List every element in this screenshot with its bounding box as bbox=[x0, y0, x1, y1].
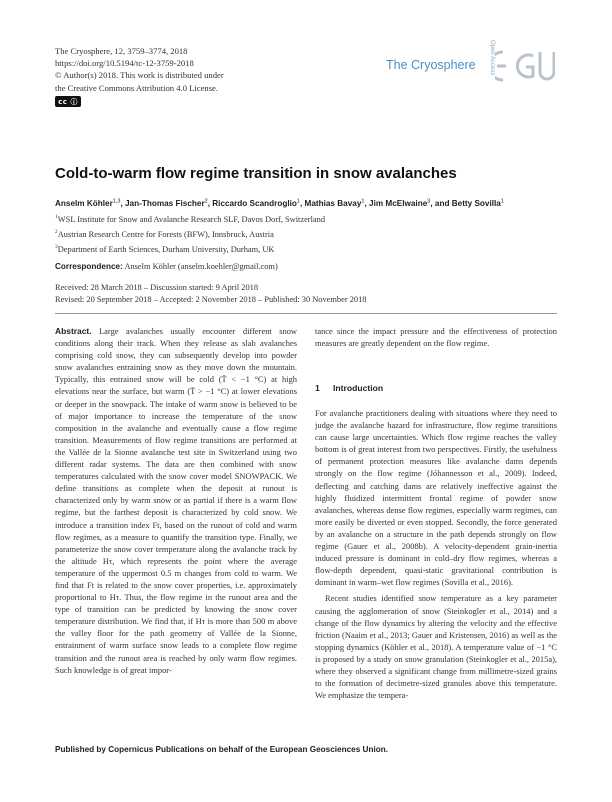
dates-line-1: Received: 28 March 2018 – Discussion started: 9 April 2018 bbox=[55, 283, 259, 292]
publisher-footer: Published by Copernicus Publications on behalf of the European Geosciences Union. bbox=[55, 745, 389, 754]
cc-badge-text: cc ⓘ bbox=[58, 97, 78, 106]
author: Anselm Köhler$^{1,3}$, bbox=[55, 198, 125, 208]
cc-license-icon bbox=[55, 96, 81, 107]
introduction-body bbox=[315, 407, 557, 701]
author: and Betty Sovilla$^1$ bbox=[434, 198, 504, 208]
author: Jan-Thomas Fischer$^2$, bbox=[125, 198, 213, 208]
author: Mathias Bavay$^1$, bbox=[304, 198, 370, 208]
journal-logo: The Cryosphere bbox=[386, 58, 476, 72]
correspondence-text[interactable]: Anselm Köhler (anselm.koehler@gmail.com) bbox=[124, 262, 278, 271]
publication-dates bbox=[55, 282, 366, 306]
paragraph: For avalanche practitioners dealing with situations where they need to judge the avalanche hazard for infrastructure, flow regime transitions can cause large uncertainties. Which flow regime reaches the valley bottom is of great interest from two perspectives. Firstly, the usefulness of permanent protection measures like avalanche dams depends strongly on the flow regime (Jóhannesson et al., 2009). Indeed, deflecting and catching dams are relatively ineffective against the highly fluidized intermittent frontal regime of powder snow avalanches, whereas dense flow regimes, especially warm regimes, can more easily be diverted or even stopped. Secondly, the force generated by an avalanche on a structure in the path depends strongly on flow regime (Gauer et al., 2008b). A velocity-dependent grain-inertia induced pressure is dominant in cold–dry flow regimes, whereas a flow-depth dependent, quasi-static gravitational contribution is dominant in warm–wet flow regimes (Sovilla et al., 2016). bbox=[315, 408, 557, 588]
open-access-text: Open Access bbox=[489, 40, 495, 76]
abstract-continuation: tance since the impact pressure and the effectiveness of protection measures are greatly dependent on the flow regime. bbox=[315, 326, 557, 349]
doi-link[interactable]: https://doi.org/10.5194/tc-12-3759-2018 bbox=[55, 58, 194, 69]
correspondence-label: Correspondence: bbox=[55, 262, 123, 271]
affiliation: $^2$Austrian Research Centre for Forests (BFW), Innsbruck, Austria bbox=[55, 229, 274, 239]
egu-logo-icon bbox=[495, 48, 555, 84]
affiliations bbox=[55, 211, 325, 256]
dates-line-2: Revised: 20 September 2018 – Accepted: 2 November 2018 – Published: 30 November 2018 bbox=[55, 295, 367, 305]
affiliation: $^1$WSL Institute for Snow and Avalanche Research SLF, Davos Dorf, Switzerland bbox=[55, 214, 326, 224]
correspondence bbox=[55, 262, 278, 271]
author: Riccardo Scandroglio$^1$, bbox=[212, 198, 305, 208]
copyright-line-2: the Creative Commons Attribution 4.0 License. bbox=[55, 82, 219, 93]
copyright-line-1: © Author(s) 2018. This work is distributed under bbox=[55, 70, 224, 81]
section-title: Introduction bbox=[333, 383, 384, 393]
abstract-label: Abstract. bbox=[55, 326, 92, 336]
citation: The Cryosphere, 12, 3759–3774, 2018 bbox=[55, 46, 188, 56]
affiliation: $^3$Department of Earth Sciences, Durham University, Durham, UK bbox=[55, 244, 275, 254]
header-meta bbox=[55, 45, 295, 94]
paper-title: Cold-to-warm flow regime transition in snow avalanches bbox=[55, 165, 457, 182]
abstract-text: Large avalanches usually encounter different snow conditions along their track. When they release as slab avalanches comprising cold snow, they can subsequently develop into powder snow avalanches entraining snow as they move down the mountain. Typically, this entrained snow will be cold (T̄ < −1 °C) at high elevations near the surface, but warm (T̄ > −1 °C) at lower elevations or deeper in the snowpack. The intake of warm snow is believed to be of major importance to increase the temperature of the snow composition in the avalanche and eventually cause a flow regime transition. Measurements of flow regime transitions are performed at the Vallée de la Sionne avalanche test site in Switzerland using two different radar systems. The data are then combined with snow temperatures calculated with the snow cover model SNOWPACK. We define transitions as complete when the deposit at runout is characterized only by warm snow or as partial if there is a warm flow regime, but the farthest deposit is characterized by cold snow. We introduce a transition index Ft, based on the runout of cold and warm flow regimes, as a measure to quantify the transition type. Finally, we parameterize the snow cover temperature along the avalanche track by the altitude Hτ, which represents the point where the average temperature of the uppermost 0.5 m changes from cold to warm. We find that Ft is related to the snow cover properties, i.e. approximately proportional to Hτ. Thus, the flow regime in the runout area and the type of transition can be predicted by knowing the snow cover temperature distribution. We find that, if Hτ is more than 500 m above the valley floor for the path geometry of Vallée de la Sionne, entrainment of warm surface snow leads to a complete flow regime transition and the runout area is reached by only warm flow regimes. Such knowledge is of great impor- bbox=[55, 326, 298, 675]
abstract bbox=[55, 325, 297, 676]
author: Jim McElwaine$^3$, bbox=[369, 198, 435, 208]
author-list bbox=[55, 198, 504, 208]
divider bbox=[55, 313, 557, 314]
section-heading bbox=[315, 383, 383, 393]
paragraph: Recent studies identified snow temperature as a key parameter causing the agglomeration of snow (Steinkogler et al., 2014) and a change of the flow dynamics by altering the velocity and the effective friction (Naaim et al., 2013; Gauer and Kristensen, 2016) as well as the stopping dynamics (Köhler et al., 2018). A temperature value of −1 °C is proposed by a study on snow granulation (Steinkogler et al., 2015a), where they observed a significant change from millimetre-sized grains to the formation of decimetre-sized granules above this temperature. We emphasize the tempera- bbox=[315, 593, 557, 701]
section-number: 1 bbox=[315, 383, 320, 393]
